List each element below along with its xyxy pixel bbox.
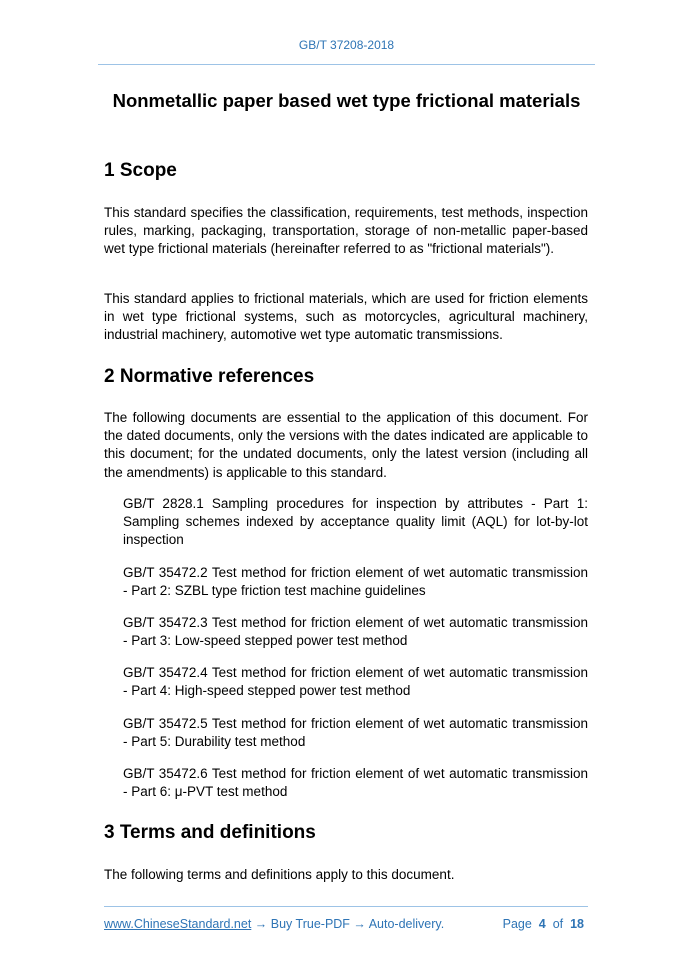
section-heading-terms-definitions: 3 Terms and definitions: [104, 822, 316, 843]
of-label: of: [552, 917, 564, 931]
normative-intro-paragraph: The following documents are essential to the application of this document. For the dated documents, only the versions with the dates indicated are applicable to this document; for the undated documents, only the latest version (including all the amendments) is applicable to this standard.: [104, 410, 588, 480]
website-link[interactable]: www.ChineseStandard.net: [104, 917, 252, 931]
header-doc-code: GB/T 37208-2018: [298, 38, 395, 52]
scope-paragraph-1: This standard specifies the classification, requirements, test methods, inspection rules, marking, packaging, transportation, storage of non-metallic paper-based wet type frictional materials (hereinafter referred to as "frictional materials").: [104, 205, 588, 257]
document-title: Nonmetallic paper based wet type frictional materials: [112, 90, 581, 111]
current-page-number: 4: [538, 917, 546, 931]
reference-item: GB/T 35472.3 Test method for friction element of wet automatic transmission - Part 3: Low-speed stepped power test method: [123, 615, 588, 649]
scope-paragraph-2: This standard applies to frictional materials, which are used for friction elements in wet type frictional systems, such as motorcycles, agricultural machinery, industrial machinery, automotive wet type automatic transmissions.: [104, 291, 588, 343]
reference-item: GB/T 35472.5 Test method for friction element of wet automatic transmission - Part 5: Durability test method: [123, 716, 588, 750]
total-pages-number: 18: [570, 917, 584, 931]
reference-item: GB/T 2828.1 Sampling procedures for inspection by attributes - Part 1: Sampling schemes indexed by acceptance quality limit (AQL) for lot-by-lot inspection: [123, 496, 588, 548]
reference-item: GB/T 35472.2 Test method for friction element of wet automatic transmission - Part 2: SZBL type friction test machine guidelines: [123, 565, 588, 599]
page-label: Page: [502, 917, 532, 931]
reference-item: GB/T 35472.6 Test method for friction element of wet automatic transmission - Part 6: μ-PVT test method: [123, 766, 588, 800]
footer-tagline: → Buy True-PDF → Auto-delivery.: [251, 917, 445, 931]
section-heading-normative-references: 2 Normative references: [104, 366, 315, 387]
reference-item: GB/T 35472.4 Test method for friction element of wet automatic transmission - Part 4: High-speed stepped power test method: [123, 665, 588, 699]
page-footer: [104, 906, 588, 931]
page-indicator: [503, 917, 584, 931]
terms-paragraph: The following terms and definitions apply to this document.: [104, 867, 455, 882]
running-header: [98, 38, 595, 65]
section-heading-scope: 1 Scope: [104, 160, 177, 181]
footer-promo: [104, 917, 444, 931]
